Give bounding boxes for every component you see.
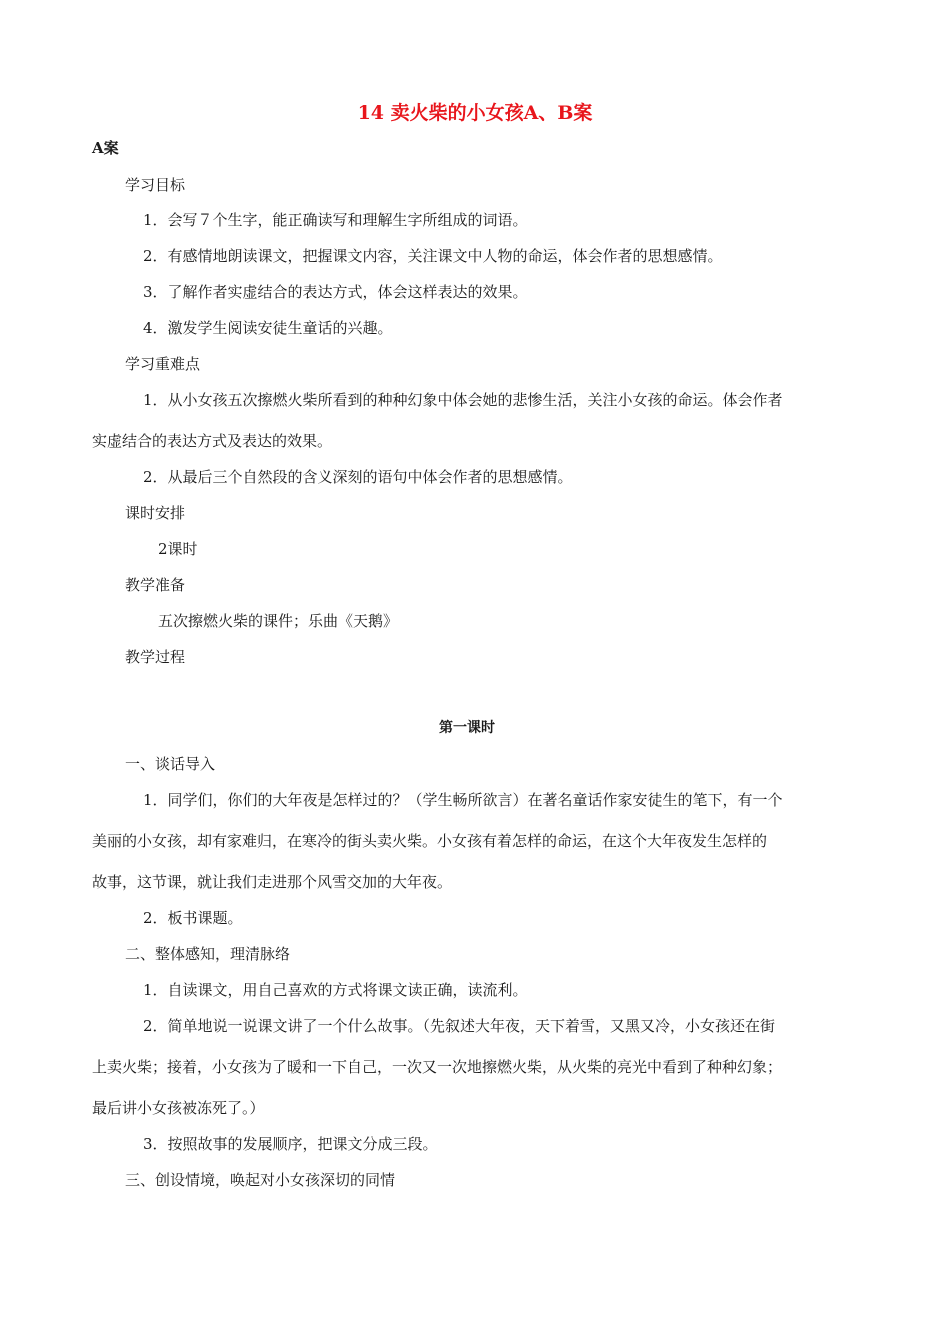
key-point-line: 1．从小女孩五次擦燃火柴所看到的种种幻象中体会她的悲惨生活，关注小女孩的命运。体会作者 [143, 391, 783, 409]
paragraph-line: 最后讲小女孩被冻死了。） [92, 1099, 265, 1117]
goals-heading: 学习目标 [125, 176, 186, 194]
section-a-heading: A案 [92, 139, 119, 157]
process-heading: 教学过程 [125, 648, 186, 666]
paragraph-line: 上卖火柴；接着，小女孩为了暖和一下自己，一次又一次地擦燃火柴，从火柴的亮光中看到了种种幻象； [92, 1058, 783, 1076]
paragraph-line: 2．板书课题。 [143, 909, 243, 927]
lesson-title: 第一课时 [439, 720, 495, 736]
key-point-line: 2．从最后三个自然段的含义深刻的语句中体会作者的思想感情。 [143, 468, 573, 486]
goal-item: 4．激发学生阅读安徒生童话的兴趣。 [143, 319, 393, 337]
paragraph-line: 1．自读课文，用自己喜欢的方式将课文读正确，读流利。 [143, 981, 528, 999]
paragraph-line: 故事，这节课，就让我们走进那个风雪交加的大年夜。 [92, 873, 453, 891]
key-points-heading: 学习重难点 [125, 355, 201, 373]
paragraph-line: 美丽的小女孩，却有家难归，在寒冷的街头卖火柴。小女孩有着怎样的命运，在这个大年夜发生怎样的 [92, 832, 768, 850]
paragraph-line: 3．按照故事的发展顺序，把课文分成三段。 [143, 1135, 438, 1153]
goal-item: 1．会写７个生字，能正确读写和理解生字所组成的词语。 [143, 211, 528, 229]
paragraph-line: 1．同学们，你们的大年夜是怎样过的？（学生畅所欲言）在著名童话作家安徒生的笔下，有一个 [143, 791, 783, 809]
goal-item: 3．了解作者实虚结合的表达方式，体会这样表达的效果。 [143, 283, 528, 301]
schedule-value: 2课时 [158, 540, 198, 558]
paragraph-line: 2．简单地说一说课文讲了一个什么故事。（先叙述大年夜，天下着雪，又黑又冷，小女孩还在街 [143, 1017, 776, 1035]
section-heading: 二、整体感知，理清脉络 [125, 945, 291, 963]
prep-value: 五次擦燃火柴的课件；乐曲《天鹅》 [158, 612, 399, 630]
goal-item: 2．有感情地朗读课文，把握课文内容，关注课文中人物的命运，体会作者的思想感情。 [143, 247, 723, 265]
prep-heading: 教学准备 [125, 576, 186, 594]
document-title: 14 卖火柴的小女孩A、B案 [357, 102, 593, 124]
key-point-line: 实虚结合的表达方式及表达的效果。 [92, 432, 333, 450]
section-heading: 一、谈话导入 [125, 755, 216, 773]
schedule-heading: 课时安排 [125, 504, 186, 522]
section-heading: 三、创设情境，唤起对小女孩深切的同情 [125, 1171, 396, 1189]
